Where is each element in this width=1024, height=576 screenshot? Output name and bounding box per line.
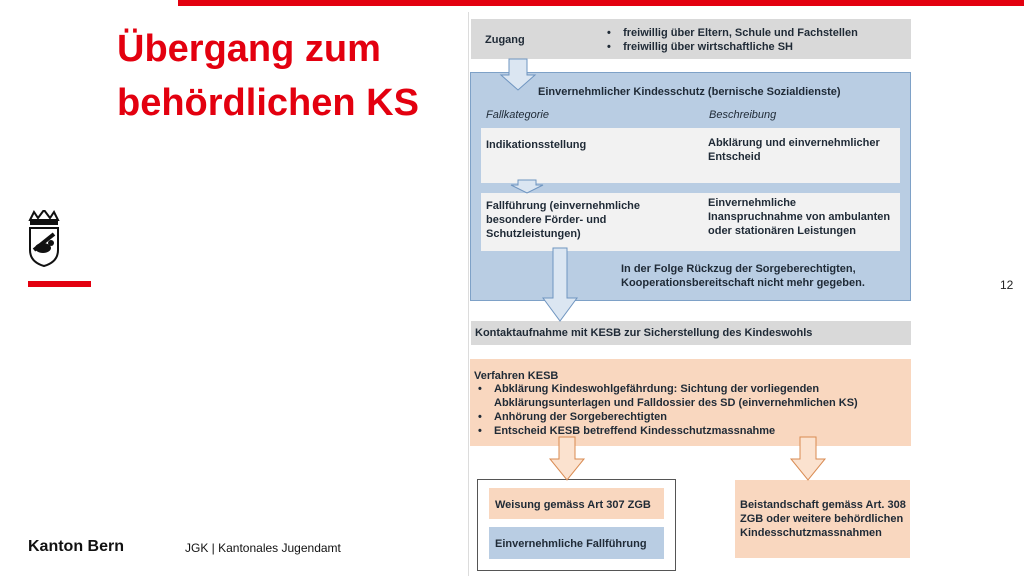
list-item: • Anhörung der Sorgeberechtigten (470, 410, 890, 424)
footer-brand: Kanton Bern (28, 538, 124, 555)
down-arrow-icon (500, 59, 536, 91)
down-arrow-icon (510, 180, 544, 194)
page-number: 12 (1000, 278, 1014, 292)
col-header-category: Fallkategorie (486, 109, 549, 121)
row-category: Fallführung (einvernehmliche besondere Förder- und Schutzleistungen) (486, 200, 641, 240)
verfahren-list (470, 382, 890, 438)
verfahren-kesb-box (470, 359, 911, 446)
down-arrow-icon (549, 437, 585, 481)
row-category: Indikationsstellung (486, 139, 587, 151)
diagram-divider (468, 12, 469, 576)
top-accent-bar (178, 0, 1024, 6)
list-item: • Abklärung Kindeswohlgefährdung: Sichtung der vorliegenden Abklärungsunterlagen und Falldossier des SD (einvernehmlichen KS) (470, 382, 890, 410)
einvernehmliche-fallfuehrung-box (489, 527, 664, 559)
zugang-box (471, 19, 911, 59)
kontakt-text: Kontaktaufnahme mit KESB zur Sicherstellung des Kindeswohls (475, 327, 813, 339)
bern-crest-logo (26, 210, 62, 268)
weisung-box (489, 488, 664, 519)
withdrawal-note: In der Folge Rückzug der Sorgeberechtigten, Kooperationsbereitschaft nicht mehr gegeben. (621, 263, 865, 289)
verfahren-title: Verfahren KESB (474, 370, 559, 382)
col-header-description: Beschreibung (709, 109, 777, 121)
table-row (481, 193, 900, 251)
beistandschaft-text: Beistandschaft gemäss Art. 308 ZGB oder weitere behördlichen Kindesschutzmassnahmen (740, 499, 906, 539)
down-arrow-icon (542, 248, 578, 322)
beistandschaft-box (735, 480, 910, 558)
kontakt-box (471, 321, 911, 345)
row-description: Abklärung und einvernehmlicher Entscheid (708, 137, 880, 163)
row-description: Einvernehmliche Inanspruchnahme von ambulanten oder stationären Leistungen (708, 197, 891, 237)
footer-department: JGK | Kantonales Jugendamt (185, 541, 341, 555)
down-arrow-icon (790, 437, 826, 481)
einvernehmliche-fallfuehrung-text: Einvernehmliche Fallführung (495, 538, 647, 550)
crown-shield-icon (26, 210, 62, 268)
zugang-label: Zugang (485, 34, 525, 46)
zugang-bullet: • freiwillig über Eltern, Schule und Fachstellen (607, 27, 858, 39)
list-item: • Entscheid KESB betreffend Kindesschutzmassnahme (470, 424, 890, 438)
table-row (481, 128, 900, 183)
red-accent-line (28, 281, 91, 287)
slide-title: Übergang zum behördlichen KS (117, 28, 419, 124)
weisung-text: Weisung gemäss Art 307 ZGB (495, 499, 651, 511)
einvernehmlich-title: Einvernehmlicher Kindesschutz (bernische Sozialdienste) (538, 86, 841, 98)
zugang-bullet: • freiwillig über wirtschaftliche SH (607, 41, 794, 53)
